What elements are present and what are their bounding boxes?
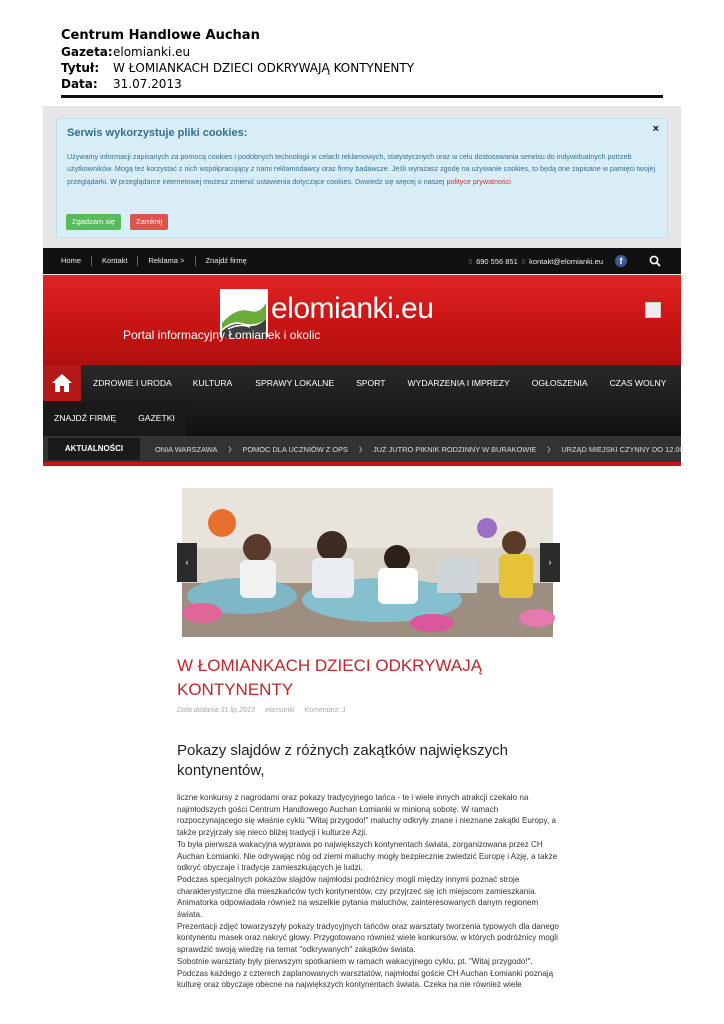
article-paragraph: Prezentacji zdjęć towarzyszyły pokazy tradycyjnych tańców oraz warsztaty tworzenia typowych dla danego kontynentu masek oraz nakryć głowy. Przygotowano również wiele konkursów, w których podróżnicy mogli sprawdzić swoją wiedzę na temat "odkrywanych" zakątków świata. — [177, 921, 559, 955]
site-tagline: Portal informacyjny Łomianek i okolic — [123, 328, 321, 342]
phone-number[interactable]: 690 556 851 — [476, 256, 518, 266]
meta-row-title — [61, 60, 663, 76]
nav-item-find-company[interactable]: ZNAJDŹ FIRMĘ — [43, 401, 127, 436]
main-nav — [43, 365, 681, 436]
close-icon[interactable]: × — [652, 123, 659, 135]
chevron-right-icon: ❯ — [227, 446, 233, 453]
chevron-right-icon: ❯ — [546, 446, 552, 453]
nav-row-secondary — [43, 401, 186, 436]
cookie-text — [67, 151, 657, 188]
top-nav — [51, 248, 257, 274]
meta-label: Gazeta: — [61, 45, 113, 59]
contact-info — [469, 248, 603, 274]
article-subtitle: Pokazy slajdów z różnych zakątków największych kontynentów, — [177, 742, 508, 779]
nav-item-local[interactable]: SPRAWY LOKALNE — [255, 378, 335, 388]
nav-item-leaflets[interactable]: GAZETKI — [127, 401, 186, 436]
slider-next-button[interactable]: › — [540, 543, 560, 582]
meta-label: Data: — [61, 77, 98, 91]
article-paragraph: To była pierwsza wakacyjna wyprawa po największych kontynentach świata, zorganizowana przez CH Auchan Łomianki. Nie odrywając nóg od ziemi maluchy mogły bezpiecznie zwiedzić Europę i Azję, a także odkryć obyczaje i tradycje zamieszkujących je ludzi. — [177, 839, 558, 873]
phone-icon: ▯ — [468, 258, 473, 265]
nav-item-sport[interactable]: SPORT — [356, 378, 386, 388]
article-date: Data dodania 31 lip 2013 — [177, 707, 255, 714]
chevron-right-icon: ❯ — [357, 446, 364, 453]
top-nav-home[interactable]: Home — [51, 256, 92, 266]
nav-item-free-time[interactable]: CZAS WOLNY — [609, 378, 667, 388]
ticker-items — [155, 436, 684, 462]
article-title: W ŁOMIANKACH DZIECI ODKRYWAJĄ KONTYNENTY — [177, 656, 483, 699]
meta-row-newspaper — [61, 44, 663, 60]
article-meta — [177, 707, 346, 714]
meta-value: 31.07.2013 — [113, 77, 182, 91]
ticker-item[interactable]: ONIA WARSZAWA — [155, 444, 218, 454]
top-bar — [43, 248, 681, 274]
cookie-notice — [56, 118, 668, 238]
meta-label: Tytuł: — [61, 61, 100, 75]
site-banner — [43, 275, 681, 365]
nav-item-culture[interactable]: KULTURA — [192, 378, 233, 388]
article-paragraph: Sobotnie warsztaty były pierwszym spotkaniem w ramach wakacyjnego cyklu, pt. "Witaj przygodo!". Podczas każdego z czterech zaplanowanych warsztatów, najmłodsi goście CH Auchan Łomianki poznają kulturę oraz obyczaje obecne na największych kontynentach świata. Czeka na nie również wiele — [177, 956, 554, 990]
home-icon[interactable] — [43, 365, 81, 401]
nav-item-ads[interactable]: OGŁOSZENIA — [531, 378, 588, 388]
meta-row-date — [61, 76, 663, 92]
article-body — [177, 792, 559, 991]
header-divider — [61, 95, 663, 98]
ticker-item[interactable]: JUŻ JUTRO PIKNIK RODZINNY W BURAKOWIE — [373, 444, 537, 454]
slider-prev-button[interactable]: ‹ — [177, 543, 197, 582]
facebook-icon[interactable]: f — [615, 255, 627, 267]
website-capture — [43, 106, 684, 466]
search-icon[interactable] — [649, 255, 661, 267]
meta-value: W ŁOMIANKACH DZIECI ODKRYWAJĄ KONTYNENTY — [113, 61, 415, 75]
email-address[interactable]: kontakt@elomianki.eu — [529, 256, 603, 266]
top-nav-contact[interactable]: Kontakt — [92, 256, 138, 266]
article-author[interactable]: elomianki — [264, 707, 295, 714]
top-nav-ads[interactable]: Reklama > — [138, 256, 195, 266]
ticker-item[interactable]: POMOC DLA UCZNIÓW Z OPS — [242, 444, 348, 454]
ticker-accent-bar — [43, 462, 681, 466]
nav-item-health[interactable]: ZDROWIE I URODA — [93, 378, 172, 388]
nav-item-events[interactable]: WYDARZENIA I IMPREZY — [407, 378, 510, 388]
document-title: Centrum Handlowe Auchan — [61, 28, 260, 43]
article-comments[interactable]: Komentarz: 1 — [304, 707, 347, 714]
top-nav-find-company[interactable]: Znajdź firmę — [205, 256, 247, 265]
article-paragraph: Podczas specjalnych pokazów slajdów najmłodsi podróżnicy mogli między innymi poznać stroje charakterystyczne dla mieszkańców tych kontynentów, czy przyjrzeć się ich miejscom zamieszkania. Animatorka odpowiadała również na wszelkie pytania maluchów, zainteresowanych danym regionem świata. — [177, 874, 539, 920]
article-photo — [182, 488, 553, 637]
agree-button[interactable]: Zgadzam się — [66, 214, 121, 230]
dismiss-button[interactable]: Zamknij — [130, 214, 168, 230]
ticker-label: AKTUALNOŚCI — [48, 438, 140, 460]
image-icon — [645, 302, 661, 318]
cookie-body: Używamy informacji zapisanych za pomocą cookies i podobnych technologii w celach reklamowych, statystycznych oraz w celu dostosowania serwisu do indywidualnych potrzeb użytkowników. Mogą też korzystać z nich współpracujący z nami reklamodawcy oraz firmy badawcze. Jeśli wyrażasz zgodę na używanie cookies, to będą one zapisane w pamięci twojej przeglądarki. W przeglądarce internetowej możesz zmienić ustawienia dotyczące cookies. Dowiedz się więcej o naszej — [67, 152, 656, 186]
news-ticker — [43, 436, 684, 462]
ticker-item[interactable]: URZĄD MIEJSKI CZYNNY DO 12.00 — [561, 444, 684, 454]
privacy-policy-link[interactable]: polityce prywatności — [446, 176, 511, 186]
mail-icon: ▯ — [521, 258, 526, 265]
document-header — [61, 27, 663, 92]
article-paragraph: liczne konkursy z nagrodami oraz pokazy tradycyjnego tańca - te i wiele innych atrakcji czekało na najmłodszych gości Centrum Handlowego Auchan Łomianki w minioną sobotę. W ramach rozpoczynającego się właśnie cyklu "Witaj przygodo!" maluchy odkryły znane i nieznane zakątki Europy, a także przyjrzały się nieco bliżej tradycji i kulturze Azji. — [177, 793, 556, 838]
nav-row-primary — [81, 365, 666, 401]
cookie-title: Serwis wykorzystuje pliki cookies: — [67, 127, 248, 139]
logo-text[interactable]: elomianki.eu — [271, 292, 434, 325]
meta-value: elomianki.eu — [113, 45, 191, 59]
